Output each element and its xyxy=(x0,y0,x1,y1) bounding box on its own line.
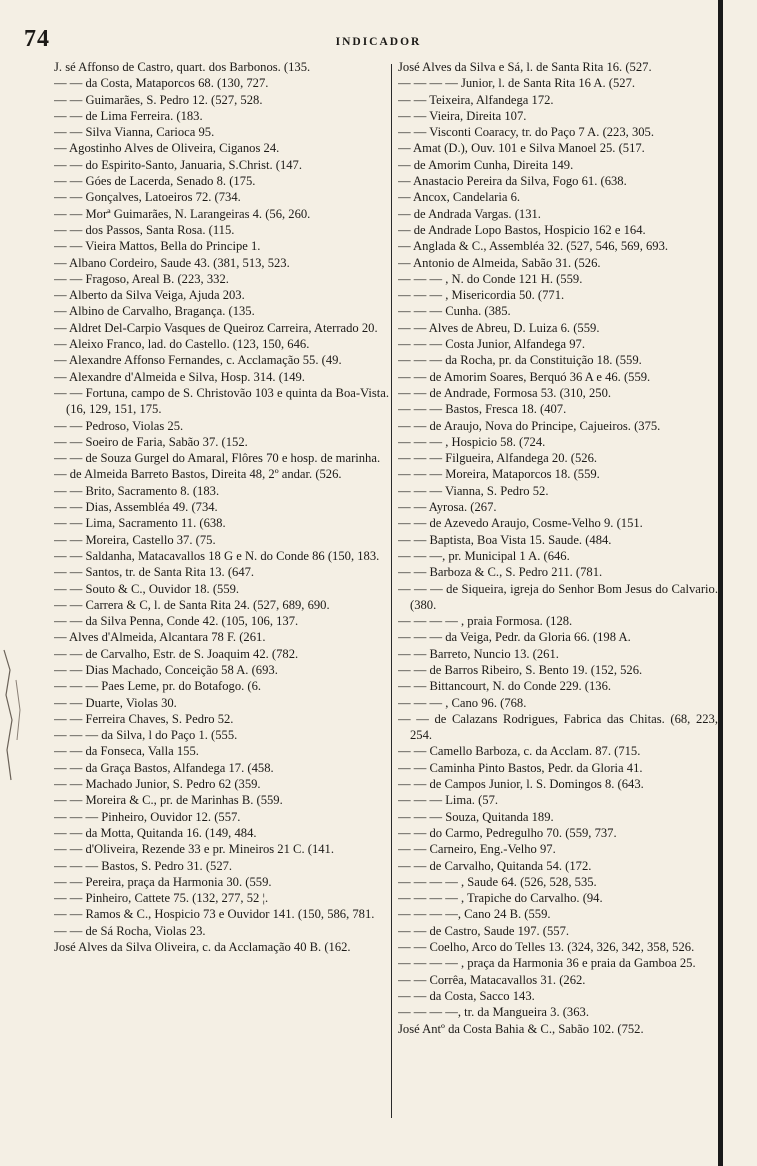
directory-entry: — — Pereira, praça da Harmonia 30. (559. xyxy=(54,874,272,889)
directory-entry: — — de Calazans Rodrigues, Fabrica das Chitas. (68, 223, 254. xyxy=(398,711,718,743)
directory-entry: — — Machado Junior, S. Pedro 62 (359. xyxy=(54,777,261,792)
directory-entry: — de Andrada Vargas. (131. xyxy=(398,206,541,221)
directory-entry: — — — , N. do Conde 121 H. (559. xyxy=(398,271,583,286)
directory-entry: — — dos Passos, Santa Rosa. (115. xyxy=(54,222,235,237)
directory-entry: — — Gonçalves, Latoeiros 72. (734. xyxy=(54,190,241,205)
directory-entry: José Alves da Silva e Sá, l. de Santa Rita 16. (527. xyxy=(398,60,652,74)
directory-entry: — — Carrera & C, l. de Santa Rita 24. (527, 689, 690. xyxy=(54,597,330,612)
directory-entry: José Alves da Silva Oliveira, c. da Acclamação 40 B. (162. xyxy=(54,940,351,955)
directory-entry: — Ancox, Candelaria 6. xyxy=(398,190,521,205)
directory-entry: — — — , Cano 96. (768. xyxy=(398,695,527,710)
right-column xyxy=(398,59,718,1119)
directory-entry: — — Brito, Sacramento 8. (183. xyxy=(54,483,220,498)
directory-entry: — — Ramos & C., Hospicio 73 e Ouvidor 141. (150, 586, 781. xyxy=(54,907,375,922)
directory-entry: — — Pedroso, Violas 25. xyxy=(54,418,184,433)
page-number: 74 xyxy=(24,26,50,52)
directory-entry: — — —, pr. Municipal 1 A. (646. xyxy=(398,548,570,563)
directory-entry: — — — — , praia Formosa. (128. xyxy=(398,614,573,629)
directory-entry: — — Baptista, Boa Vista 15. Saude. (484. xyxy=(398,532,612,547)
directory-entry: — — — Paes Leme, pr. do Botafogo. (6. xyxy=(54,679,262,694)
directory-entry: — — — , Misericordia 50. (771. xyxy=(398,288,565,303)
directory-entry: — Alexandre Affonso Fernandes, c. Acclamação 55. (49. xyxy=(54,353,342,368)
directory-entry: — — Moreira, Castello 37. (75. xyxy=(54,532,216,547)
directory-entry: — — Caminha Pinto Bastos, Pedr. da Gloria 41. xyxy=(398,760,643,775)
directory-entry: — — — Bastos, Fresca 18. (407. xyxy=(398,402,567,417)
directory-entry: — — da Costa, Mataporcos 68. (130, 727. xyxy=(54,76,269,91)
directory-entry: — — — — Junior, l. de Santa Rita 16 A. (527. xyxy=(398,76,636,91)
directory-entry: — — de Campos Junior, l. S. Domingos 8. (643. xyxy=(398,777,644,792)
directory-entry: — — — Bastos, S. Pedro 31. (527. xyxy=(54,858,233,873)
directory-entry: — Amat (D.), Ouv. 101 e Silva Manoel 25. (517. xyxy=(398,141,645,156)
directory-entry: — — — de Siqueira, igreja do Senhor Bom Jesus do Calvario. (380. xyxy=(398,581,718,612)
directory-entry: — — — Costa Junior, Alfandega 97. xyxy=(398,337,585,352)
directory-entry: — — — — , praça da Harmonia 36 e praia da Gamboa 25. xyxy=(398,956,696,971)
directory-entry: — — da Fonseca, Valla 155. xyxy=(54,744,199,759)
directory-entry: — — Barreto, Nuncio 13. (261. xyxy=(398,646,559,661)
directory-entry: — — da Silva Penna, Conde 42. (105, 106, 137. xyxy=(54,614,299,629)
directory-entry: — — de Carvalho, Estr. de S. Joaquim 42. (782. xyxy=(54,646,299,661)
directory-entry: — — — — , Trapiche do Carvalho. (94. xyxy=(398,891,603,906)
directory-entry: — — Silva Vianna, Carioca 95. xyxy=(54,125,215,140)
directory-entry: — — de Lima Ferreira. (183. xyxy=(54,108,203,123)
directory-entry: — — Corrêa, Matacavallos 31. (262. xyxy=(398,972,586,987)
directory-entry: — Albano Cordeiro, Saude 43. (381, 513, 523. xyxy=(54,255,290,270)
directory-entry: — — Ferreira Chaves, S. Pedro 52. xyxy=(54,711,234,726)
directory-entry: — — Ayrosa. (267. xyxy=(398,500,497,515)
directory-entry: — — Saldanha, Matacavallos 18 G e N. do Conde 86 (150, 183. xyxy=(54,548,380,563)
directory-entry: — — — Vianna, S. Pedro 52. xyxy=(398,483,549,498)
directory-entry: — — Vieira, Direita 107. xyxy=(398,108,527,123)
directory-entry: — — Bittancourt, N. do Conde 229. (136. xyxy=(398,679,612,694)
directory-entry: — — — Lima. (57. xyxy=(398,793,499,808)
directory-entry: — — da Graça Bastos, Alfandega 17. (458. xyxy=(54,760,274,775)
directory-entry: — — Guimarães, S. Pedro 12. (527, 528. xyxy=(54,92,263,107)
directory-entry: — — Duarte, Violas 30. xyxy=(54,695,177,710)
column-divider xyxy=(391,64,392,1118)
directory-entry: — — — , Hospicio 58. (724. xyxy=(398,434,546,449)
directory-entry: — — d'Oliveira, Rezende 33 e pr. Mineiros 21 C. (141. xyxy=(54,842,334,857)
directory-entry: — — — — , Saude 64. (526, 528, 535. xyxy=(398,874,597,889)
directory-entry: — de Almeida Barreto Bastos, Direita 48, 2º andar. (526. xyxy=(54,467,342,482)
directory-entry: — — Morª Guimarães, N. Larangeiras 4. (56, 260. xyxy=(54,206,311,221)
directory-entry: — Albino de Carvalho, Bragança. (135. xyxy=(54,304,255,319)
directory-entry: — — Soeiro de Faria, Sabão 37. (152. xyxy=(54,434,248,449)
directory-entry: — — Góes de Lacerda, Senado 8. (175. xyxy=(54,174,256,189)
directory-entry: — — de Souza Gurgel do Amaral, Flôres 70 e hosp. de marinha. xyxy=(54,451,381,466)
directory-entry: J. sé Affonso de Castro, quart. dos Barbonos. (135. xyxy=(54,60,311,74)
directory-entry: — — Visconti Coaracy, tr. do Paço 7 A. (223, 305. xyxy=(398,125,654,140)
directory-entry: — Aldret Del-Carpio Vasques de Queiroz Carreira, Aterrado 20. xyxy=(54,320,378,335)
directory-entry: — — Vieira Mattos, Bella do Principe 1. xyxy=(54,239,261,254)
directory-entry: — — da Costa, Sacco 143. xyxy=(398,988,535,1003)
directory-entry: — — de Amorim Soares, Berquó 36 A e 46. (559. xyxy=(398,369,651,384)
directory-entry: — Aleixo Franco, lad. do Castello. (123, 150, 646. xyxy=(54,337,310,352)
directory-entry: — — Lima, Sacramento 11. (638. xyxy=(54,516,226,531)
running-title: INDICADOR xyxy=(335,36,422,48)
directory-entry: — — — da Rocha, pr. da Constituição 18. (559. xyxy=(398,353,642,368)
directory-entry: — Alberto da Silva Veiga, Ajuda 203. xyxy=(54,288,245,303)
directory-entry: — — — —, Cano 24 B. (559. xyxy=(398,907,551,922)
left-column xyxy=(54,59,389,1119)
directory-entry: — — — da Veiga, Pedr. da Gloria 66. (198 A. xyxy=(398,630,631,645)
directory-entry: — — Fragoso, Areal B. (223, 332. xyxy=(54,271,229,286)
directory-entry: — — — Moreira, Mataporcos 18. (559. xyxy=(398,467,600,482)
directory-entry: — Anglada & C., Assembléa 32. (527, 546, 569, 693. xyxy=(398,239,669,254)
directory-entry: — — Teixeira, Alfandega 172. xyxy=(398,92,554,107)
directory-entry: — — de Azevedo Araujo, Cosme-Velho 9. (151. xyxy=(398,516,643,531)
directory-entry: — — Pinheiro, Cattete 75. (132, 277, 52 ¦. xyxy=(54,891,269,906)
directory-entry: — — Fortuna, campo de S. Christovão 103 e quinta da Boa-Vista. (16, 129, 151, 175. xyxy=(54,385,389,417)
directory-entry: — — de Sá Rocha, Violas 23. xyxy=(54,923,206,938)
directory-entry: — — — Filgueira, Alfandega 20. (526. xyxy=(398,451,598,466)
directory-entry: — — Alves de Abreu, D. Luiza 6. (559. xyxy=(398,320,600,335)
directory-entry: — — Carneiro, Eng.-Velho 97. xyxy=(398,842,556,857)
directory-entry: — Anastacio Pereira da Silva, Fogo 61. (638. xyxy=(398,174,627,189)
directory-entry: — Agostinho Alves de Oliveira, Ciganos 24. xyxy=(54,141,280,156)
directory-entry: — — — Cunha. (385. xyxy=(398,304,511,319)
directory-entry: — — do Carmo, Pedregulho 70. (559, 737. xyxy=(398,825,617,840)
directory-entry: — — da Motta, Quitanda 16. (149, 484. xyxy=(54,825,257,840)
directory-entry: — — de Araujo, Nova do Principe, Cajueiros. (375. xyxy=(398,418,661,433)
directory-entry: — — Souto & C., Ouvidor 18. (559. xyxy=(54,581,240,596)
directory-entry: — — de Castro, Saude 197. (557. xyxy=(398,923,570,938)
directory-entry: — — — Souza, Quitanda 189. xyxy=(398,809,554,824)
directory-entry: — — Dias, Assembléa 49. (734. xyxy=(54,500,218,515)
directory-entry: — — Santos, tr. de Santa Rita 13. (647. xyxy=(54,565,255,580)
directory-entry: — Antonio de Almeida, Sabão 31. (526. xyxy=(398,255,601,270)
directory-entry: — — de Andrade, Formosa 53. (310, 250. xyxy=(398,385,612,400)
directory-entry: — — Moreira & C., pr. de Marinhas B. (559. xyxy=(54,793,283,808)
directory-entry: — de Andrade Lopo Bastos, Hospicio 162 e 164. xyxy=(398,222,646,237)
directory-entry: — — Coelho, Arco do Telles 13. (324, 326, 342, 358, 526. xyxy=(398,940,695,955)
directory-entry: — — — Pinheiro, Ouvidor 12. (557. xyxy=(54,809,241,824)
directory-entry: — — Barboza & C., S. Pedro 211. (781. xyxy=(398,565,603,580)
binding-gutter-marks xyxy=(0,640,28,790)
directory-entry: José Antº da Costa Bahia & C., Sabão 102. (752. xyxy=(398,1021,644,1036)
directory-entry: — — Dias Machado, Conceição 58 A. (693. xyxy=(54,662,278,677)
directory-entry: — de Amorim Cunha, Direita 149. xyxy=(398,157,574,172)
directory-entry: — — Camello Barboza, c. da Acclam. 87. (715. xyxy=(398,744,641,759)
directory-entry: — — — da Silva, l do Paço 1. (555. xyxy=(54,728,238,743)
page-edge-shadow xyxy=(718,0,723,1166)
directory-entry: — — — —, tr. da Mangueira 3. (363. xyxy=(398,1005,589,1020)
directory-entry: — Alexandre d'Almeida e Silva, Hosp. 314. (149. xyxy=(54,369,305,384)
directory-entry: — — de Barros Ribeiro, S. Bento 19. (152, 526. xyxy=(398,662,643,677)
directory-entry: — — de Carvalho, Quitanda 54. (172. xyxy=(398,858,592,873)
directory-entry: — — do Espirito-Santo, Januaria, S.Christ. (147. xyxy=(54,157,303,172)
directory-entry: — Alves d'Almeida, Alcantara 78 F. (261. xyxy=(54,630,266,645)
